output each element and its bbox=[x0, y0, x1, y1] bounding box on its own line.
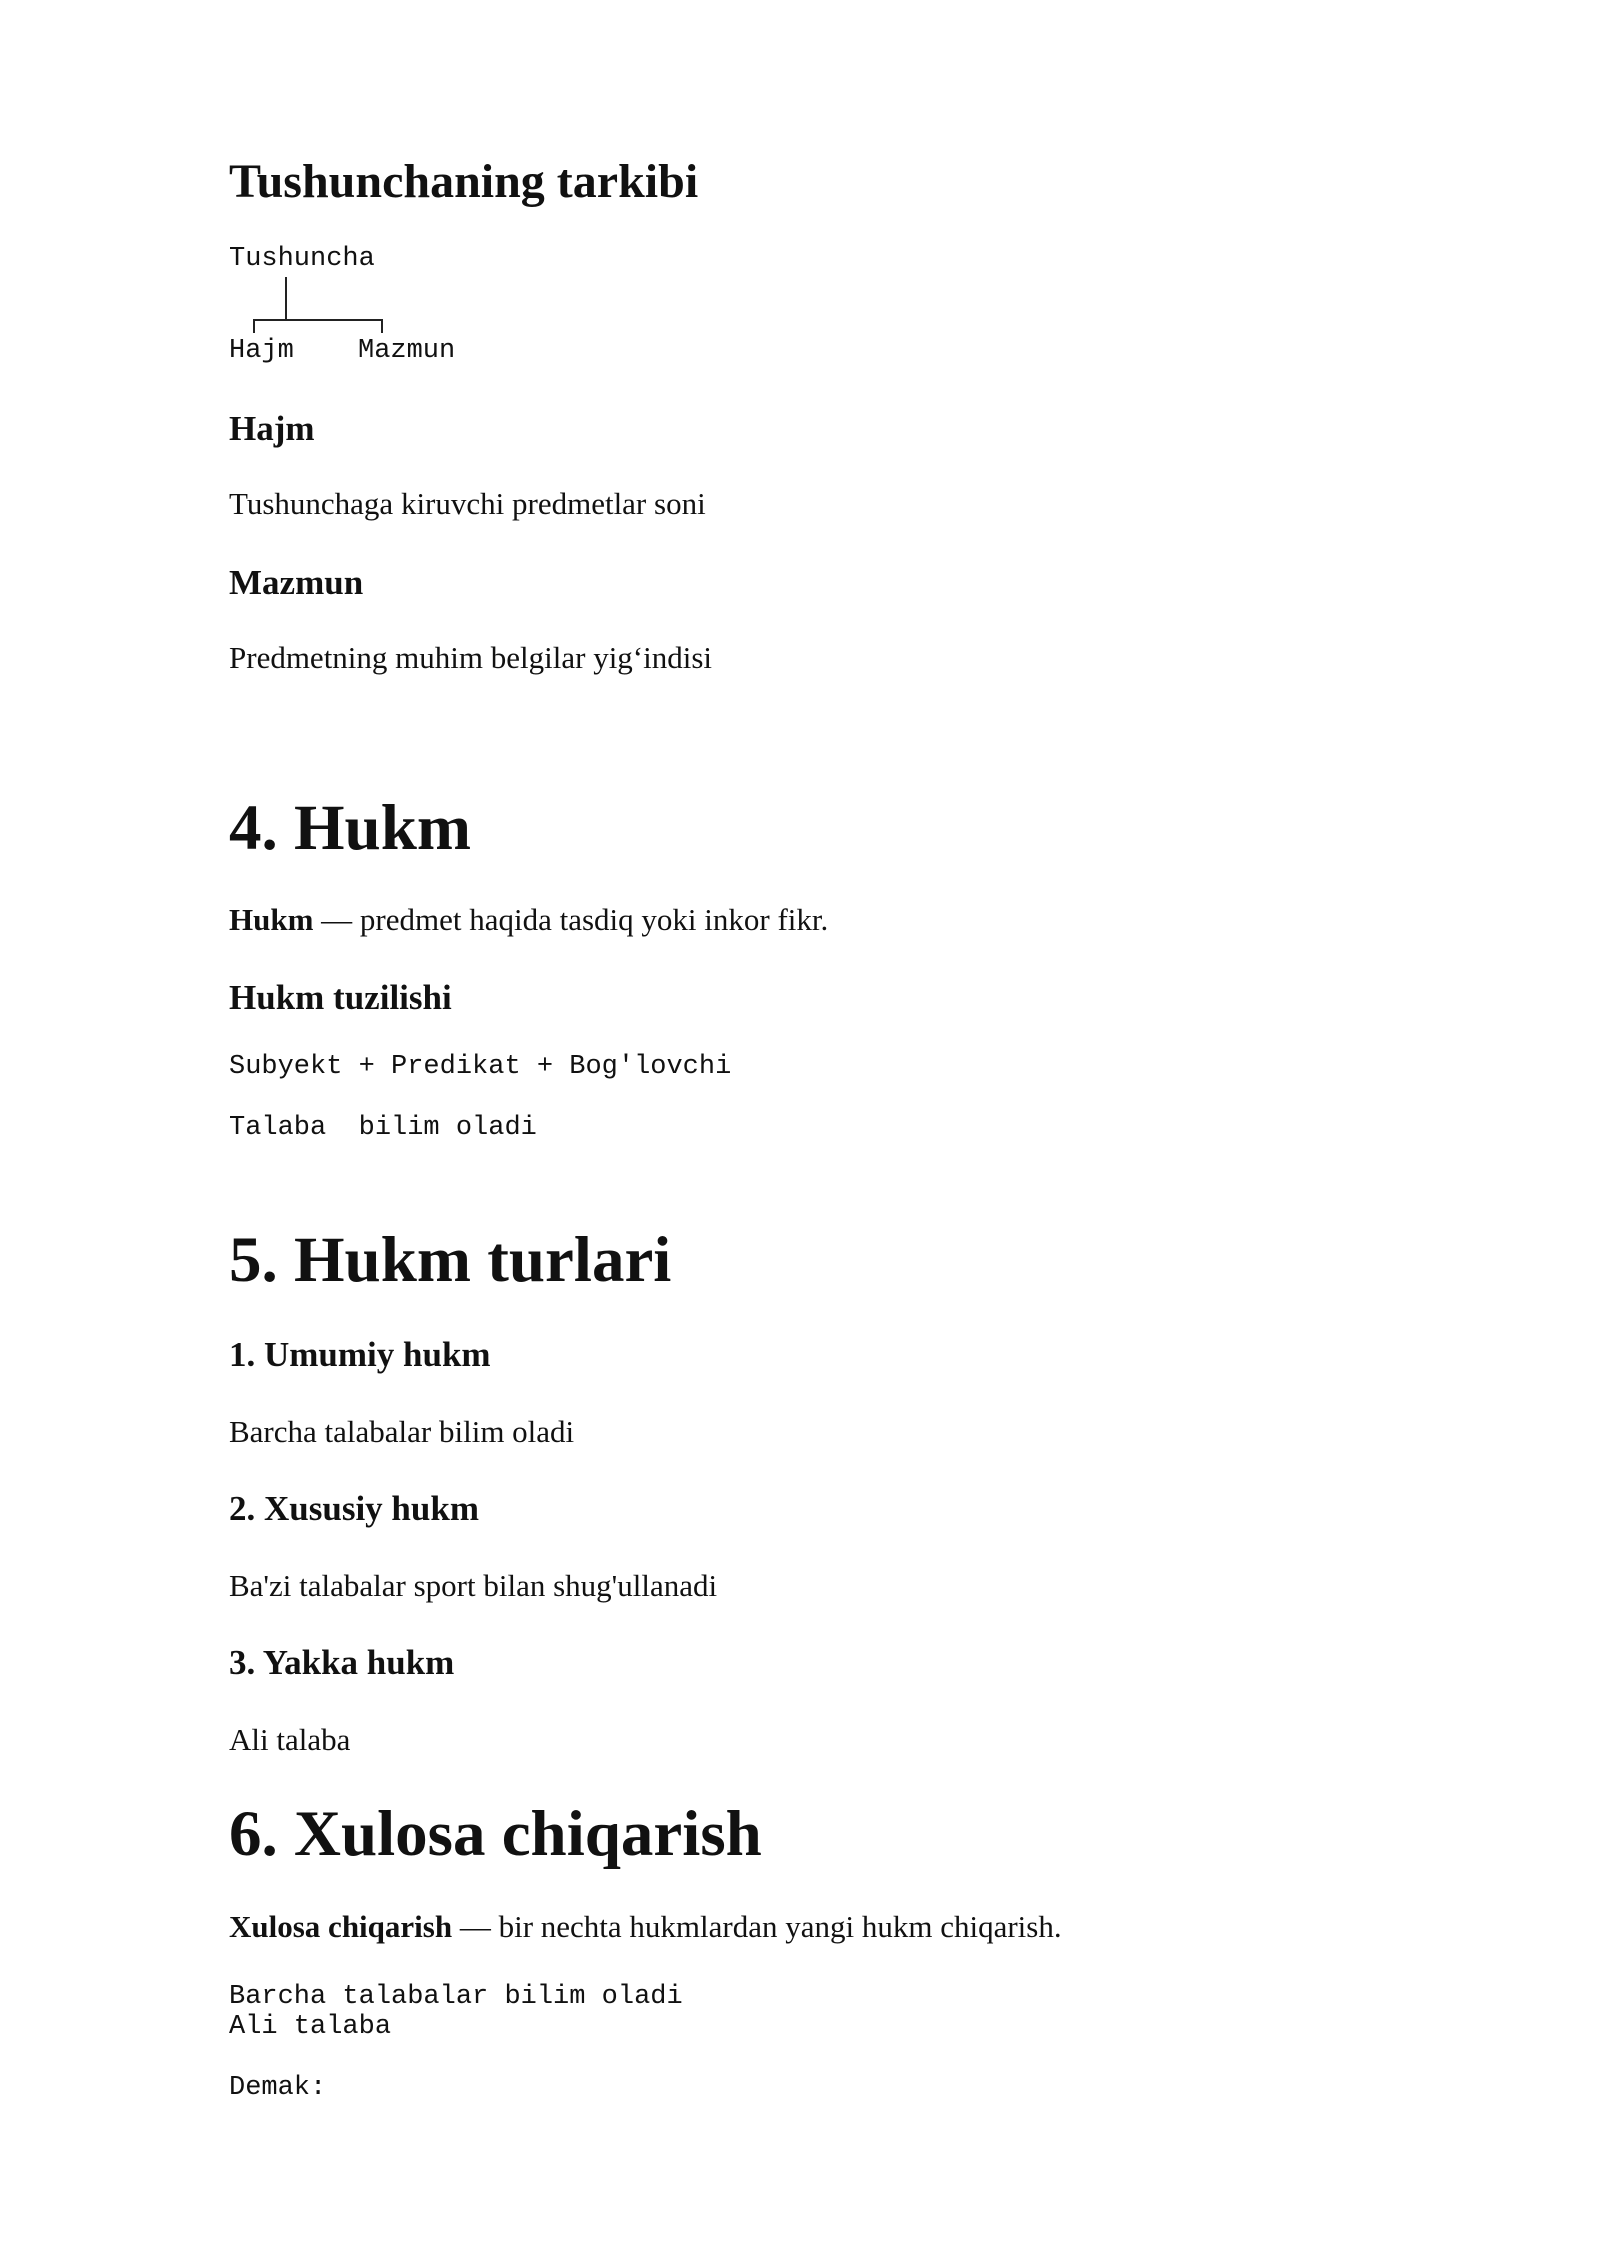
code-xulosa-line-3: Demak: bbox=[229, 2073, 327, 2103]
definition-term-hukm: Hukm bbox=[229, 902, 314, 937]
tree-connector-vertical bbox=[285, 277, 287, 319]
definition-text-xulosa: — bir nechta hukmlardan yangi hukm chiqarish. bbox=[452, 1909, 1062, 1944]
section-heading-hukm: 4. Hukm bbox=[229, 792, 472, 864]
subheading-xususiy-hukm: 2. Xususiy hukm bbox=[229, 1489, 479, 1528]
subheading-umumiy-hukm: 1. Umumiy hukm bbox=[229, 1335, 491, 1374]
paragraph-mazmun: Predmetning muhim belgilar yig‘indisi bbox=[229, 640, 713, 675]
subheading-mazmun: Mazmun bbox=[229, 563, 364, 602]
tree-connector-left-drop bbox=[253, 319, 255, 333]
subheading-hajm: Hajm bbox=[229, 409, 315, 448]
subheading-yakka-hukm: 3. Yakka hukm bbox=[229, 1643, 455, 1682]
definition-term-xulosa: Xulosa chiqarish bbox=[229, 1909, 453, 1944]
tree-connector-horizontal bbox=[253, 319, 383, 321]
paragraph-xulosa-definition bbox=[229, 1911, 1062, 1942]
paragraph-hajm: Tushunchaga kiruvchi predmetlar soni bbox=[229, 486, 706, 521]
code-hukm-example: Talaba bilim oladi bbox=[229, 1113, 537, 1143]
tree-connector-right-drop bbox=[381, 319, 383, 333]
section-heading-tarkib: Tushunchaning tarkibi bbox=[229, 155, 699, 208]
section-heading-hukm-turlari: 5. Hukm turlari bbox=[229, 1224, 672, 1296]
code-xulosa-line-1: Barcha talabalar bilim oladi bbox=[229, 1982, 683, 2012]
paragraph-xususiy-hukm: Ba'zi talabalar sport bilan shug'ullanadi bbox=[229, 1568, 718, 1603]
paragraph-hukm-definition bbox=[229, 904, 828, 935]
definition-text-hukm: — predmet haqida tasdiq yoki inkor fikr. bbox=[313, 902, 829, 937]
code-xulosa-line-2: Ali talaba bbox=[229, 2012, 392, 2042]
paragraph-umumiy-hukm: Barcha talabalar bilim oladi bbox=[229, 1414, 575, 1449]
tree-left-child-label: Hajm bbox=[229, 336, 294, 366]
code-hukm-formula: Subyekt + Predikat + Bog'lovchi bbox=[229, 1052, 732, 1082]
section-heading-xulosa: 6. Xulosa chiqarish bbox=[229, 1798, 762, 1870]
tree-root-label: Tushuncha bbox=[229, 244, 375, 274]
paragraph-yakka-hukm: Ali talaba bbox=[229, 1722, 351, 1757]
subheading-hukm-tuzilishi: Hukm tuzilishi bbox=[229, 978, 452, 1017]
tree-right-child-label: Mazmun bbox=[358, 336, 456, 366]
